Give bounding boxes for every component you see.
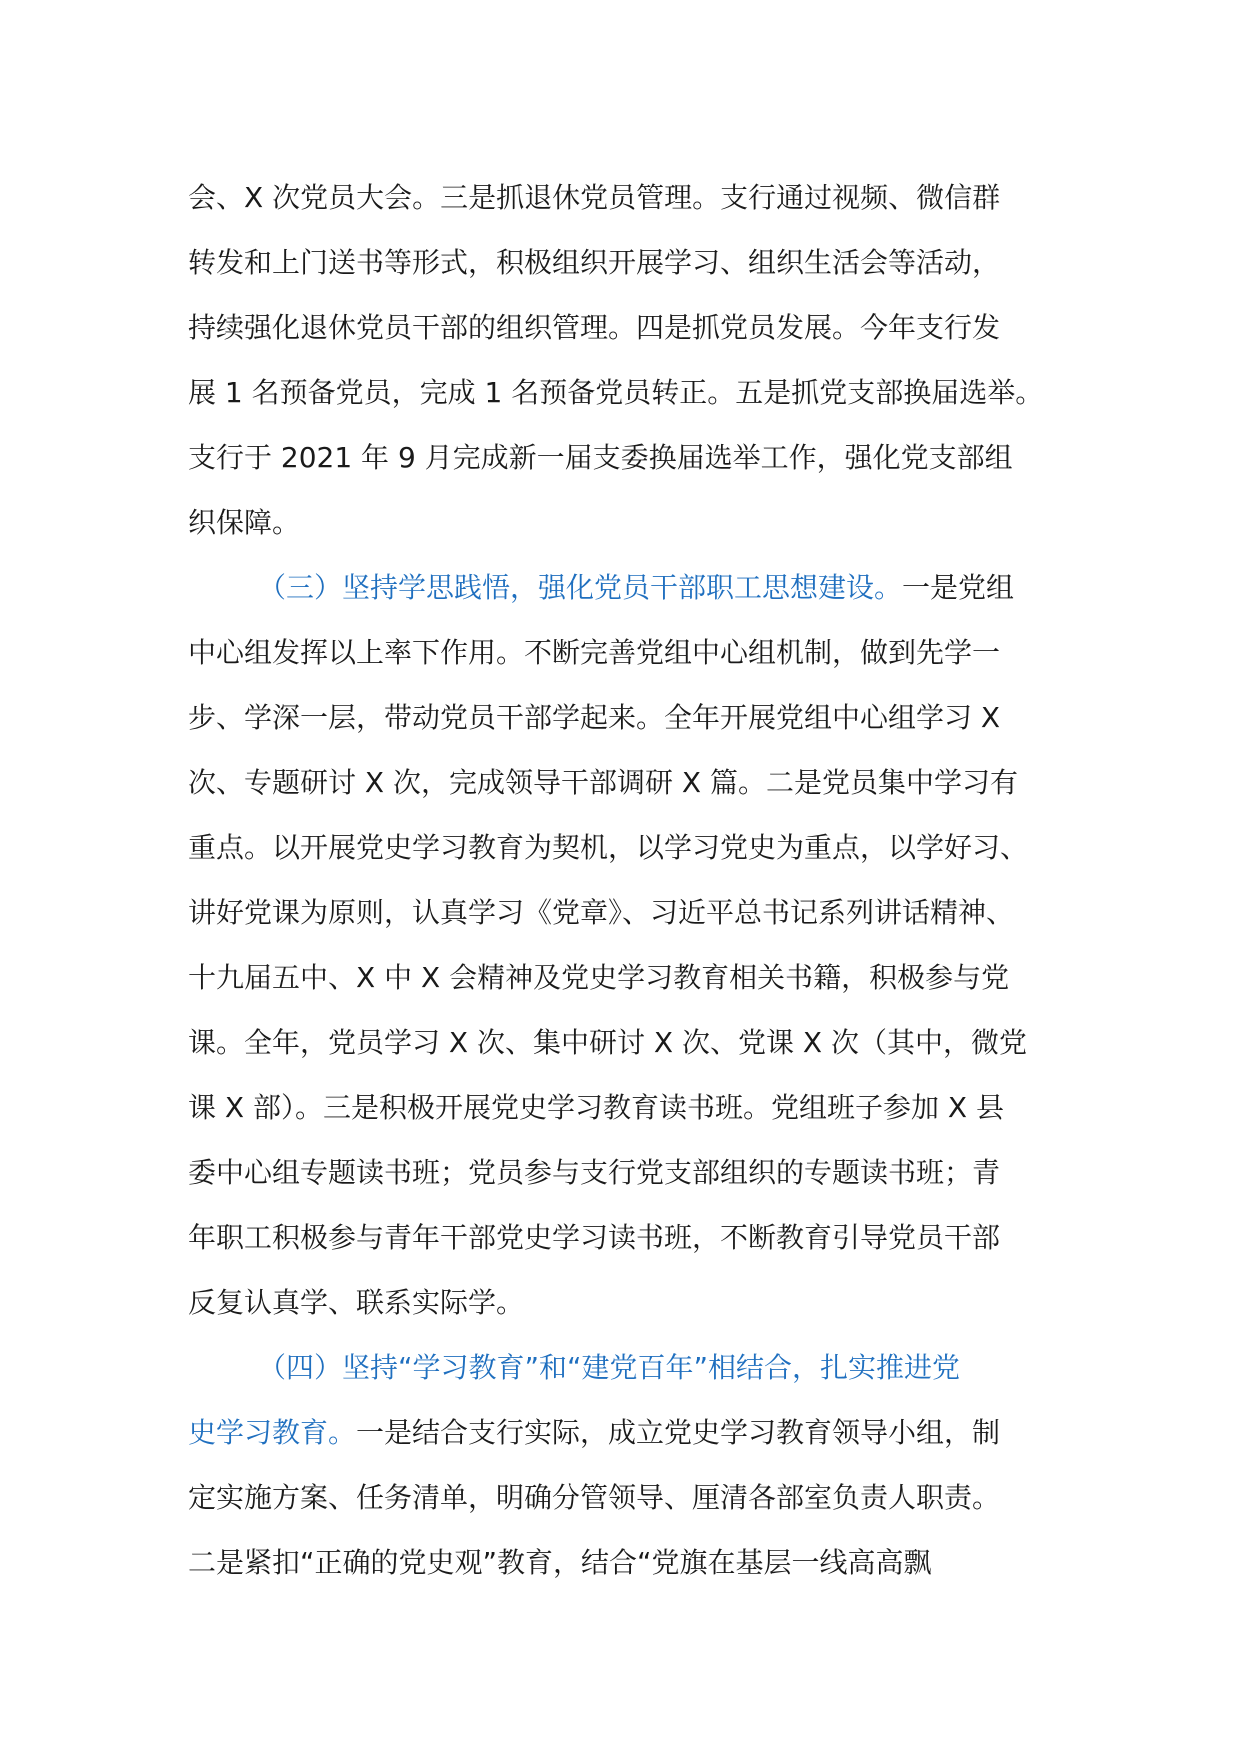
paragraph-first-line [188, 555, 1060, 620]
paragraph-line: 委中心组专题读书班；党员参与支行党支部组织的专题读书班；青 [188, 1156, 1001, 1189]
section-heading-four: （四）坚持“学习教育”和“建党百年”相结合，扎实推进党 [258, 1351, 961, 1384]
paragraph-party-history-education [188, 1335, 1060, 1595]
paragraph-line: 十九届五中、X 中 X 会精神及党史学习教育相关书籍，积极参与党 [188, 961, 1010, 994]
paragraph-line: 年职工积极参与青年干部党史学习读书班，不断教育引导党员干部 [188, 1221, 1001, 1254]
paragraph-line: 转发和上门送书等形式，积极组织开展学习、组织生活会等活动， [188, 246, 1001, 279]
section-heading-four-continued: 史学习教育。 [188, 1416, 357, 1449]
paragraph-line: 中心组发挥以上率下作用。不断完善党组中心组机制，做到先学一 [188, 636, 1001, 669]
paragraph-line: 二是紧扣“正确的党史观”教育，结合“党旗在基层一线高高飘 [188, 1546, 932, 1579]
paragraph-line: 持续强化退休党员干部的组织管理。四是抓党员发展。今年支行发 [188, 311, 1001, 344]
paragraph-party-management [188, 165, 1060, 555]
paragraph-line: 讲好党课为原则，认真学习《党章》、习近平总书记系列讲话精神、 [188, 896, 1015, 929]
paragraph-line: 次、专题研讨 X 次，完成领导干部调研 X 篇。二是党员集中学习有 [188, 766, 1018, 799]
paragraph-line: 步、学深一层，带动党员干部学起来。全年开展党组中心组学习 X [188, 701, 1001, 734]
section-heading-three: （三）坚持学思践悟，强化党员干部职工思想建设。 [258, 571, 903, 604]
paragraph-line-rest: 一是结合支行实际，成立党史学习教育领导小组，制 [356, 1416, 1001, 1449]
paragraph-ideological-building [188, 555, 1060, 1335]
paragraph-line: 会、X 次党员大会。三是抓退休党员管理。支行通过视频、微信群 [188, 181, 1001, 214]
paragraph-second-line [188, 1400, 1060, 1465]
paragraph-line: 反复认真学、联系实际学。 [188, 1286, 525, 1319]
paragraph-line: 定实施方案、任务清单，明确分管领导、厘清各部室负责人职责。 [188, 1481, 1001, 1514]
paragraph-line-rest: 一是党组 [902, 571, 1015, 604]
document-body [188, 165, 1060, 1595]
paragraph-line: 支行于 2021 年 9 月完成新一届支委换届选举工作，强化党支部组 [188, 441, 1013, 474]
paragraph-first-line [188, 1335, 1060, 1400]
paragraph-line: 课。全年，党员学习 X 次、集中研讨 X 次、党课 X 次（其中，微党 [188, 1026, 1027, 1059]
paragraph-line: 展 1 名预备党员，完成 1 名预备党员转正。五是抓党支部换届选举。 [188, 376, 1044, 409]
paragraph-line: 重点。以开展党史学习教育为契机，以学习党史为重点，以学好习、 [188, 831, 1029, 864]
paragraph-line: 织保障。 [188, 506, 301, 539]
paragraph-line: 课 X 部）。三是积极开展党史学习教育读书班。党组班子参加 X 县 [188, 1091, 1004, 1124]
